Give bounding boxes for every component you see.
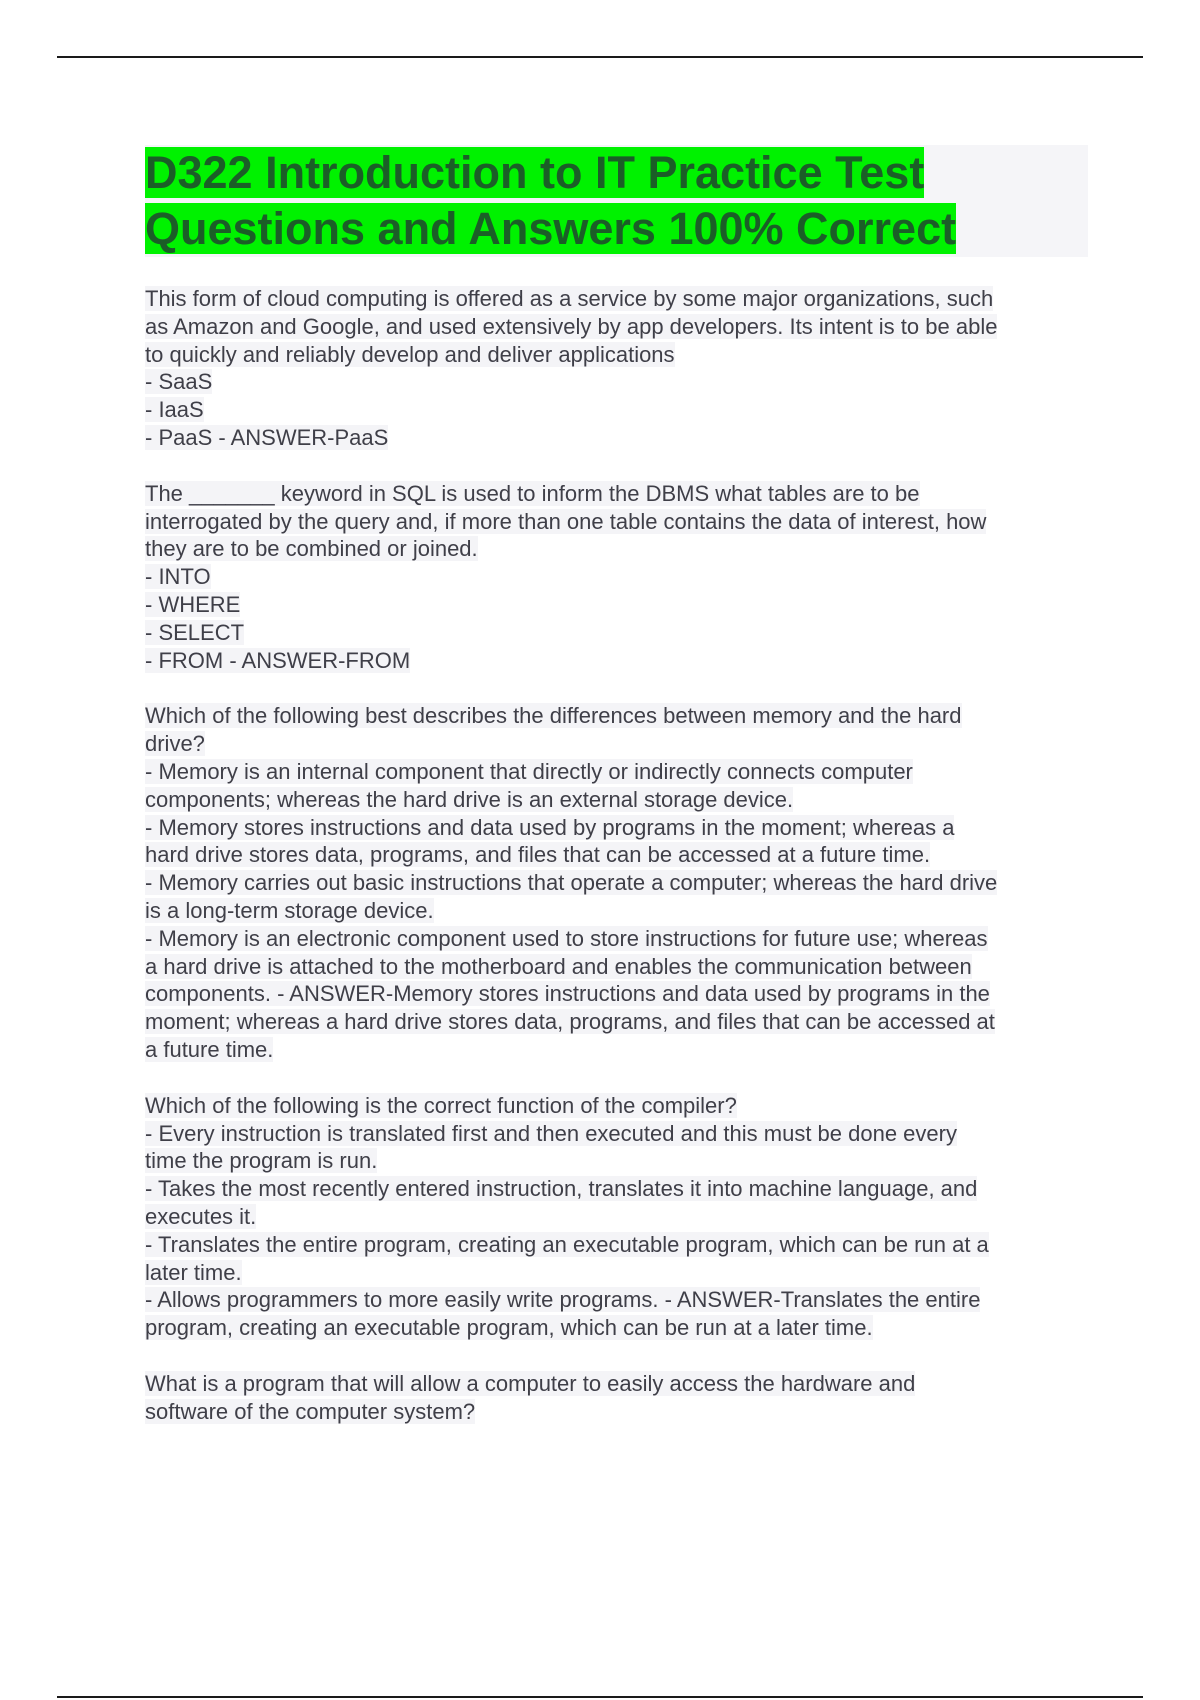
bottom-rule [57,1696,1143,1698]
text-line: software of the computer system? [145,1398,476,1424]
question-block-2 [145,480,1090,675]
question-block-1 [145,285,1090,452]
option-line: hard drive stores data, programs, and files that can be accessed at a future time. [145,842,931,868]
option-line: - Every instruction is translated first and then executed and this must be done every [145,1120,957,1146]
question-block-4 [145,1092,1090,1342]
option-line: - IaaS [145,397,204,423]
document-title [145,145,1088,257]
answer-line: - PaaS - ANSWER-PaaS [145,424,389,450]
question-block-3 [145,702,1090,1063]
option-line: - INTO [145,564,211,590]
answer-line: - Allows programmers to more easily write programs. - ANSWER-Translates the entire [145,1287,981,1313]
option-line: - SELECT [145,619,245,645]
option-line: components; whereas the hard drive is an external storage device. [145,786,794,812]
text-line: as Amazon and Google, and used extensively by app developers. Its intent is to be able [145,313,998,339]
option-line: - Memory is an internal component that directly or indirectly connects computer [145,758,913,784]
title-block [145,145,1088,257]
text-line: The _______ keyword in SQL is used to inform the DBMS what tables are to be [145,480,920,506]
option-line: - Takes the most recently entered instruction, translates it into machine language, and [145,1176,978,1202]
text-line: Which of the following is the correct function of the compiler? [145,1092,737,1118]
answer-line: program, creating an executable program, which can be run at a later time. [145,1315,873,1341]
option-line: - SaaS [145,369,213,395]
option-line: - Memory is an electronic component used to store instructions for future use; whereas [145,925,988,951]
option-line: executes it. [145,1203,257,1229]
title-line-1: D322 Introduction to IT Practice Test [145,147,925,198]
document-body [145,145,1090,1453]
answer-line: moment; whereas a hard drive stores data, programs, and files that can be accessed at [145,1009,995,1035]
answer-line: components. - ANSWER-Memory stores instructions and data used by programs in the [145,981,990,1007]
text-line: to quickly and reliably develop and deliver applications [145,341,675,367]
text-line: What is a program that will allow a computer to easily access the hardware and [145,1370,916,1396]
option-line: is a long-term storage device. [145,897,434,923]
option-line: - Memory stores instructions and data used by programs in the moment; whereas a [145,814,955,840]
option-line: - Memory carries out basic instructions that operate a computer; whereas the hard drive [145,870,998,896]
question-block-5 [145,1370,1090,1426]
answer-line: - FROM - ANSWER-FROM [145,647,411,673]
option-line: later time. [145,1259,242,1285]
answer-line: a future time. [145,1036,274,1062]
text-line: they are to be combined or joined. [145,536,478,562]
option-line: a hard drive is attached to the motherboard and enables the communication between [145,953,972,979]
title-line-2: Questions and Answers 100% Correct [145,203,957,254]
option-line: - Translates the entire program, creating an executable program, which can be run at a [145,1231,989,1257]
option-line: time the program is run. [145,1148,378,1174]
text-line: drive? [145,731,205,757]
text-line: This form of cloud computing is offered as a service by some major organizations, such [145,286,994,311]
option-line: - WHERE [145,591,241,617]
text-line: interrogated by the query and, if more than one table contains the data of interest, how [145,508,987,534]
text-line: Which of the following best describes the differences between memory and the hard [145,703,962,729]
top-rule [57,56,1143,58]
